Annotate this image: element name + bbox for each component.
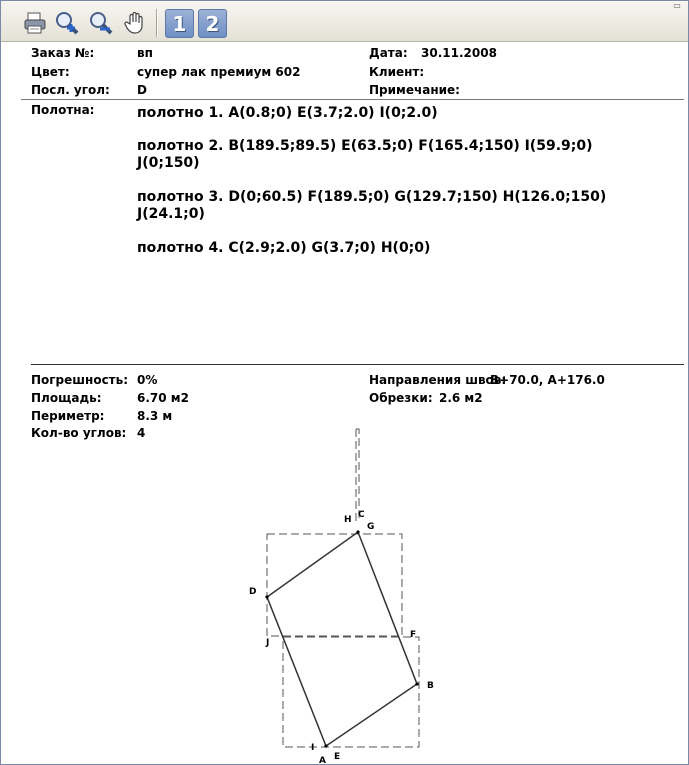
canvas-outline-lower <box>283 637 419 747</box>
label-d: D <box>249 587 257 597</box>
canvas-3-line: полотно 3. D(0;60.5) F(189.5;0) G(129.7;150) H(126.0;150) <box>137 189 607 205</box>
error-label: Погрешность: <box>31 373 129 387</box>
note-label: Примечание: <box>369 83 460 97</box>
error-value: 0% <box>137 373 158 387</box>
date-value: 30.11.2008 <box>421 46 497 60</box>
color-value: супер лак премиум 602 <box>137 65 301 79</box>
label-b: B <box>427 681 434 691</box>
canvas-1-line: полотно 1. A(0.8;0) E(3.7;2.0) I(0;2.0) <box>137 105 438 121</box>
area-label: Площадь: <box>31 391 102 405</box>
vertex-d <box>265 595 268 598</box>
scraps-label: Обрезки: <box>369 391 433 405</box>
page-1-button[interactable]: 1 <box>165 9 194 38</box>
canvas-4-line: полотно 4. C(2.9;2.0) G(3.7;0) H(0;0) <box>137 240 431 256</box>
canvas-outlines <box>267 429 419 747</box>
vertex-e <box>324 744 327 747</box>
ceiling-drawing <box>1 1 688 764</box>
label-i: I <box>311 743 315 753</box>
color-label: Цвет: <box>31 65 70 79</box>
canvas-3-line-cont: J(24.1;0) <box>137 206 205 222</box>
seams-label: Направления швов: <box>369 373 507 387</box>
corners-label: Кол-во углов: <box>31 426 127 440</box>
vertex-b <box>415 682 418 685</box>
vertex-g <box>356 530 359 533</box>
restore-icon[interactable]: ▭ <box>673 1 681 10</box>
vertex-markers <box>265 530 418 747</box>
perimeter-label: Периметр: <box>31 409 105 423</box>
last-corner-value: D <box>137 83 147 97</box>
last-corner-label: Посл. угол: <box>31 83 110 97</box>
label-a: A <box>319 756 326 764</box>
seams-value: B+70.0, A+176.0 <box>490 373 605 387</box>
perimeter-value: 8.3 м <box>137 409 173 423</box>
order-value: вп <box>137 46 153 60</box>
label-g: G <box>367 522 375 532</box>
scraps-value: 2.6 м2 <box>439 391 483 405</box>
date-label: Дата: <box>369 46 408 60</box>
label-h: H <box>344 515 352 525</box>
canvas-2-line: полотно 2. B(189.5;89.5) E(63.5;0) F(165.4;150) I(59.9;0) <box>137 138 593 154</box>
canvas-2-line-cont: J(0;150) <box>137 155 200 171</box>
ceiling-outline <box>267 532 417 746</box>
corners-value: 4 <box>137 426 146 440</box>
area-value: 6.70 м2 <box>137 391 189 405</box>
order-label: Заказ №: <box>31 46 95 60</box>
page-2-button[interactable]: 2 <box>198 9 227 38</box>
label-c: C <box>358 510 365 520</box>
label-f: F <box>410 630 417 640</box>
label-e: E <box>334 752 341 762</box>
label-j: J <box>266 638 270 648</box>
canvases-label: Полотна: <box>31 103 95 117</box>
client-label: Клиент: <box>369 65 425 79</box>
